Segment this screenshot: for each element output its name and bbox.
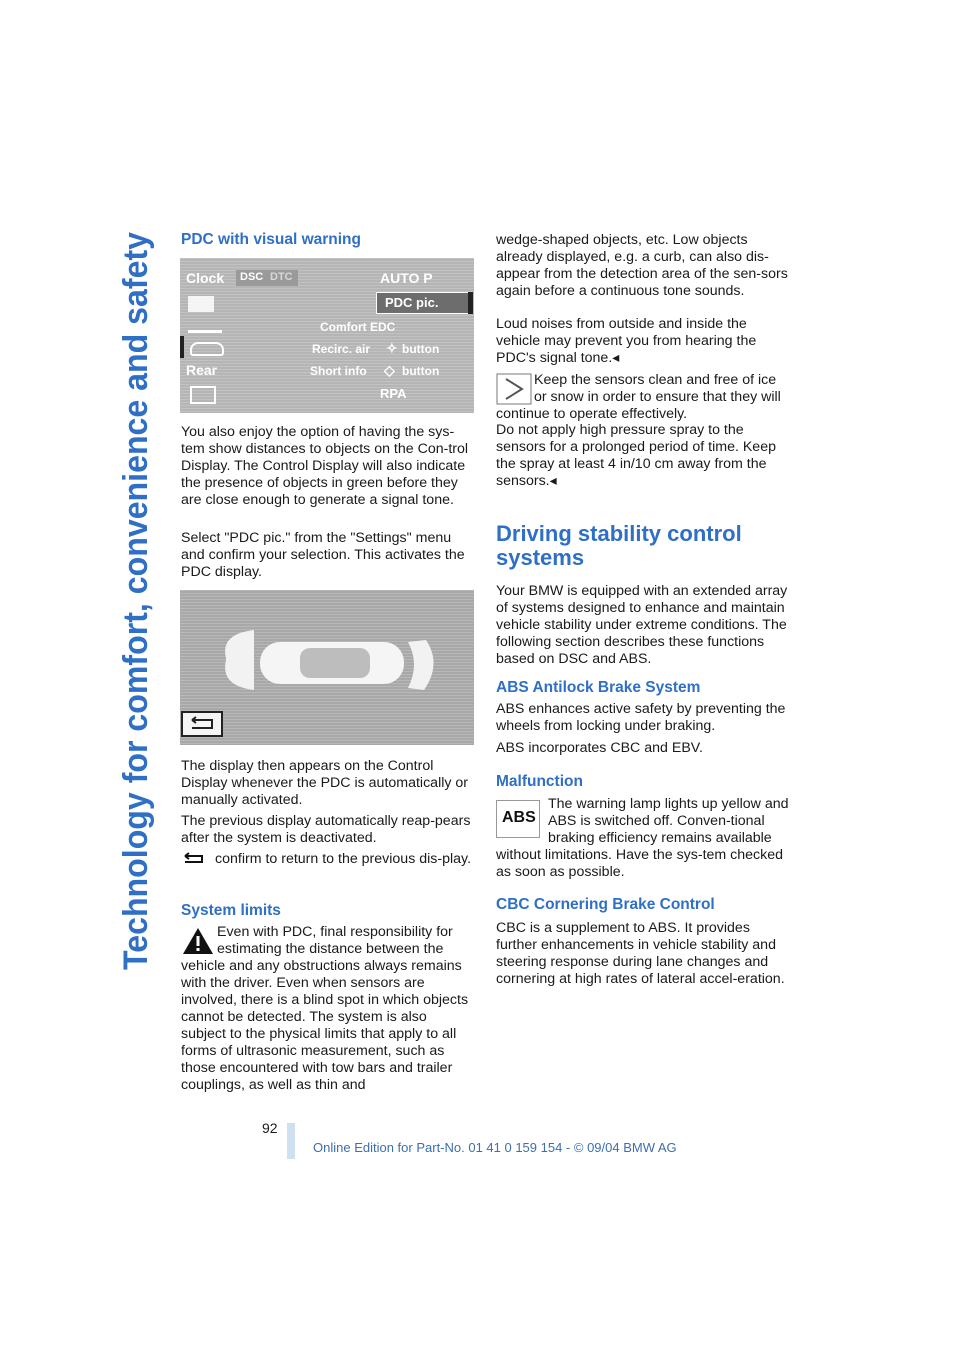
row-pdc-pic: PDC pic. xyxy=(385,295,439,310)
paragraph: CBC is a supplement to ABS. It provides further enhancements in vehicle stability and steering response during lane changes and cornering at high rates of lateral accel-eration. xyxy=(496,920,785,987)
heading-malfunction: Malfunction xyxy=(496,773,583,790)
menu-item-rear: Rear xyxy=(186,362,218,378)
row-short-info[interactable]: Short info xyxy=(310,364,367,378)
side-title-text: Technology for comfort, convenience and safety xyxy=(117,230,155,970)
abs-icon-label: ABS xyxy=(502,809,536,826)
selection-marker xyxy=(180,336,184,358)
scroll-marker xyxy=(468,292,473,314)
car-icon xyxy=(190,342,224,356)
paragraph: You also enjoy the option of having the sys-tem show distances to objects on the Con-trol Display. The Control Display will also indicate the presence of objects in green before they are close enough to generate a signal tone. xyxy=(181,424,469,508)
row-pdc-pic-highlight[interactable] xyxy=(376,292,470,314)
settings-menu-screenshot xyxy=(180,258,474,413)
paragraph-system-limits: Even with PDC, final responsibility for estimating the distance between the vehicle and any obstructions always remains with the driver. Even when sensors are involved, there is a blind spot in which objects cannot be detected. The system is also subject to the physical limits that apply to all forms of ultrasonic measurement, such as those encountered with tow bars and trailer couplings, as well as thin and xyxy=(181,924,469,1093)
paragraph: ABS enhances active safety by preventing the wheels from locking under braking. xyxy=(496,701,786,734)
row-recirc-button: button xyxy=(402,342,440,356)
paragraph-malfunction: The warning lamp lights up yellow and ABS is switched off. Conven-tional braking efficiency remains available without limitations. Have the sys-tem checked as soon as possible. xyxy=(496,796,789,880)
heading-system-limits: System limits xyxy=(181,902,281,919)
side-title xyxy=(103,230,161,970)
tab-dtc[interactable]: DTC xyxy=(270,271,293,283)
settings-left-menu xyxy=(180,258,236,413)
page-number: 92 xyxy=(262,1120,278,1136)
tab-dsc[interactable]: DSC xyxy=(240,271,264,283)
pdc-display-screenshot xyxy=(180,590,474,745)
row-rpa[interactable]: RPA xyxy=(380,386,407,401)
paragraph: Select "PDC pic." from the "Settings" menu and confirm your selection. This activates the PDC display. xyxy=(181,530,465,580)
paragraph: ABS incorporates CBC and EBV. xyxy=(496,740,703,756)
paragraph: The display then appears on the Control Display whenever the PDC is automatically or manually activated. xyxy=(181,758,469,808)
paragraph-sensors: Keep the sensors clean and free of ice or snow in order to ensure that they will continue to operate effectively. xyxy=(496,372,781,422)
footer-bar xyxy=(287,1123,295,1159)
screen-icon xyxy=(190,386,216,404)
row-comfort-edc[interactable]: Comfort EDC xyxy=(320,320,396,334)
controller-icon: ◇ xyxy=(384,362,395,378)
settings-icon xyxy=(188,296,214,312)
pdc-car-graphic xyxy=(180,590,474,745)
row-short-button: button xyxy=(402,364,440,378)
rear-sensor-zone xyxy=(408,640,434,690)
car-cabin xyxy=(300,648,370,678)
paragraph: Loud noises from outside and inside the vehicle may prevent you from hearing the PDC's signal tone.◂ xyxy=(496,316,757,366)
front-sensor-zone xyxy=(225,630,254,690)
row-recirc-air[interactable]: Recirc. air xyxy=(312,342,371,356)
footer-edition: Online Edition for Part-No. 01 41 0 159 154 - © 09/04 BMW AG xyxy=(313,1140,677,1155)
row-auto-p[interactable]: AUTO P xyxy=(380,270,433,286)
tab-bar xyxy=(236,270,298,286)
return-button[interactable] xyxy=(182,712,222,736)
heading-abs: ABS Antilock Brake System xyxy=(496,679,701,696)
paragraph: wedge-shaped objects, etc. Low objects already displayed, e.g. a curb, can also dis-appear from the detection area of the sen-sors again before a continuous tone sounds. xyxy=(496,232,788,299)
level-icon xyxy=(188,322,222,333)
side-title-graphic xyxy=(103,230,161,970)
controller-icon: ✧ xyxy=(386,340,398,356)
heading-stability: Driving stability control systems xyxy=(496,521,742,570)
heading-pdc-visual: PDC with visual warning xyxy=(181,231,361,248)
paragraph: Do not apply high pressure spray to the sensors for a prolonged period of time. Keep the spray at least 4 in/10 cm away from the sensors.◂ xyxy=(496,422,776,489)
paragraph: Your BMW is equipped with an extended array of systems designed to enhance and maintain vehicle stability under extreme conditions. The following section describes these functions based on DSC and ABS. xyxy=(496,583,788,667)
paragraph: The previous display automatically reap-pears after the system is deactivated. xyxy=(181,813,471,846)
paragraph: confirm to return to the previous dis-play. xyxy=(215,851,472,867)
menu-item-clock: Clock xyxy=(186,270,225,286)
heading-cbc: CBC Cornering Brake Control xyxy=(496,896,715,913)
